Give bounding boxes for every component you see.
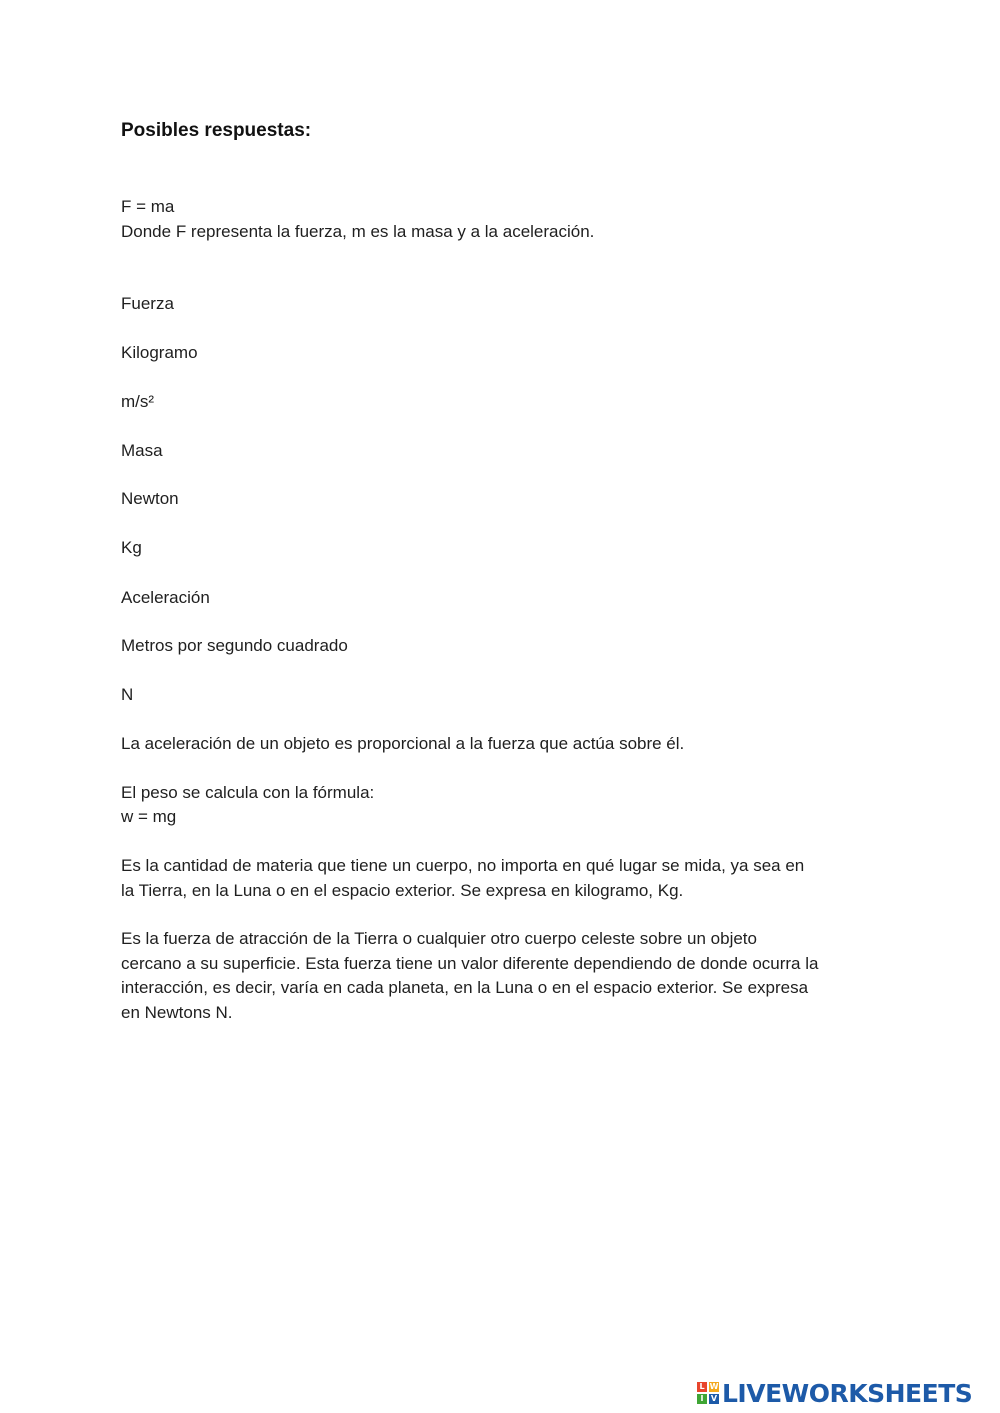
logo-tile: L [697,1382,707,1392]
logo-tile: V [710,1394,718,1403]
formula-equation: F = ma [121,197,175,216]
page-title: Posibles respuestas: [121,120,312,141]
logo-tile: W [709,1382,719,1391]
peso-intro: El peso se calcula con la fórmula: [121,783,375,802]
paragraph-line: interacción, es decir, varía en cada planeta, en la Luna o en el espacio exterior. Se expresa [121,978,809,997]
answer-item: Aceleración [121,588,210,607]
logo-mark-icon [697,1382,719,1404]
liveworksheets-logo [697,1376,995,1410]
paragraph-line: cercano a su superficie. Esta fuerza tiene un valor diferente dependiendo de donde ocurra la [121,953,819,973]
logo-tile: I [697,1394,707,1404]
answer-item: N [121,685,134,704]
formula-explanation: Donde F representa la fuerza, m es la masa y a la aceleración. [121,222,595,241]
peso-equation: w = mg [121,807,177,826]
masa-paragraph [121,854,891,903]
answer-item: Masa [121,441,163,460]
answer-item: Kilogramo [121,343,198,362]
paragraph-line: Es la fuerza de atracción de la Tierra o cualquier otro cuerpo celeste sobre un objeto [121,929,757,948]
answer-item: Metros por segundo cuadrado [121,636,348,655]
paragraph-line: Es la cantidad de materia que tiene un cuerpo, no importa en qué lugar se mida, ya sea en [121,856,805,875]
paragraph-line: en Newtons N. [121,1002,233,1022]
peso-paragraph [121,927,891,1025]
answer-item: La aceleración de un objeto es proporcional a la fuerza que actúa sobre él. [121,734,685,753]
paragraph-line: la Tierra, en la Luna o en el espacio exterior. Se expresa en kilogramo, Kg. [121,880,684,900]
answer-item: Newton [121,489,179,508]
answer-item: m/s² [121,392,155,411]
answer-item: Fuerza [121,294,174,313]
brand-name: LIVEWORKSHEETS [722,1378,973,1408]
answer-item: Kg [121,538,142,557]
